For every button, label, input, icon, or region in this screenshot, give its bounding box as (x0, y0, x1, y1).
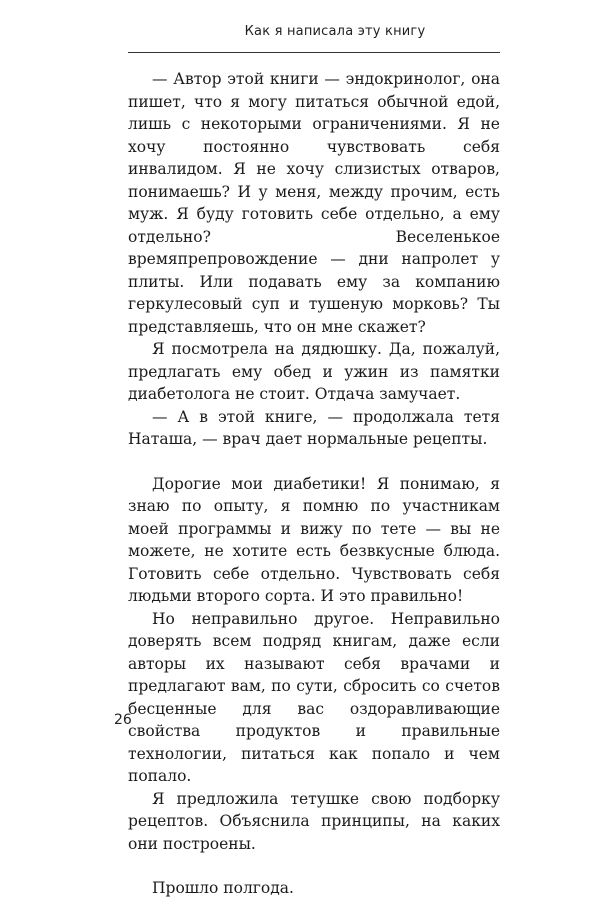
section-gap (128, 451, 500, 473)
paragraph-5: Но неправильно другое. Неправильно доверять всем подряд книгам, даже если авторы их называют себя врачами и предлагают вам, по сути, сбросить со счетов бесценные для вас оздоравливающие свойства продуктов и правильные технологии, питаться как попало и чем попало. (128, 609, 500, 785)
running-head-title: Как я написала эту книгу (244, 24, 426, 39)
header-rule (128, 52, 500, 53)
paragraph-2: Я посмотрела на дядюшку. Да, пожалуй, предлагать ему обед и ужин из памятки диабетолога не стоит. Отдача замучает. (128, 340, 500, 403)
paragraph-4: Дорогие мои диабетики! Я понимаю, я знаю по опыту, я помню по участникам моей программы и вижу по тете — вы не можете, не хотите есть безвкусные блюда. Готовить себе отдельно. Чувствовать себя людьми второго сорта. И это правильно! (128, 474, 500, 605)
page-number: 26 (114, 712, 132, 728)
section-gap (128, 855, 500, 877)
paragraph-3: — А в этой книге, — продолжала тетя Наташа, — врач дает нормальные рецепты. (128, 407, 500, 448)
running-head (0, 22, 600, 40)
page-body (128, 68, 500, 900)
paragraph-1: — Автор этой книги — эндокринолог, она пишет, что я могу питаться обычной едой, лишь с некоторыми ограничениями. Я не хочу постоянно чувствовать себя инвалидом. Я не хочу слизистых отваров, понимаешь? И у меня, между прочим, есть муж. Я буду готовить себе отдельно, а ему отдельно? Веселенькое времяпрепровождение — дни напролет у плиты. Или подавать ему за компанию геркулесовый суп и тушеную морковь? Ты представляешь, что он мне скажет? (128, 70, 500, 336)
paragraph-7: Прошло полгода. (152, 879, 294, 897)
paragraph-6: Я предложила тетушке свою подборку рецептов. Объяснила принципы, на каких они построены. (128, 789, 500, 853)
